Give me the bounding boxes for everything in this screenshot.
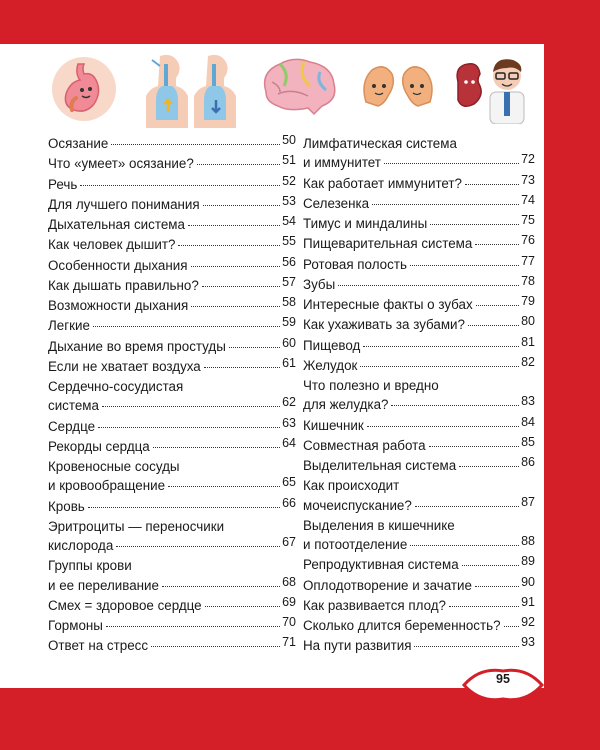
toc-entry (303, 356, 535, 376)
toc-entry-page: 65 (282, 475, 296, 490)
dot-leader (462, 565, 519, 566)
toc-entry-line (48, 476, 296, 496)
toc-entry-title: и ее переливание (48, 577, 159, 593)
toc-entry-page: 63 (282, 415, 296, 430)
dot-leader (465, 184, 519, 185)
toc-entry-title: Репродуктивная система (303, 557, 459, 573)
toc-entry-title: Селезенка (303, 195, 370, 211)
toc-entry-title: Если не хватает воздуха (48, 358, 201, 374)
toc-entry-title: система (48, 398, 99, 414)
toc-entry-line (48, 215, 296, 235)
dot-leader (88, 507, 280, 508)
toc-entry-line (303, 636, 535, 656)
dot-leader (98, 427, 280, 428)
toc-entry (303, 174, 535, 194)
toc-entry-line (303, 295, 535, 315)
toc-entry-page: 60 (282, 335, 296, 350)
dot-leader (191, 306, 280, 307)
toc-entry-line (303, 395, 535, 415)
toc-entry-line (303, 616, 535, 636)
kidney-doctor-icon (450, 52, 530, 124)
toc-entry-page: 53 (282, 193, 296, 208)
toc-entry (48, 556, 296, 596)
toc-entry-title: Интересные факты о зубах (303, 297, 473, 312)
toc-entry (48, 195, 296, 215)
dot-leader (80, 185, 280, 186)
dot-leader (429, 446, 520, 447)
toc-entry-title: Выделения в кишечнике (303, 517, 455, 533)
dot-leader (468, 325, 519, 326)
dot-leader (168, 486, 280, 487)
toc-entry-page: 64 (282, 435, 296, 450)
toc-entry-title: На пути развития (303, 638, 412, 654)
toc-entry-line (303, 134, 535, 153)
red-frame-top (0, 0, 600, 44)
toc-entry-page: 50 (282, 133, 296, 147)
toc-entry-title: Как ухаживать за зубами? (303, 317, 465, 333)
toc-entry (303, 255, 535, 275)
toc-entry-title: Как происходит (303, 478, 400, 494)
toc-entry-page: 66 (282, 495, 296, 510)
toc-entry (48, 235, 296, 255)
dot-leader (106, 626, 280, 627)
toc-entry-line (48, 276, 296, 296)
toc-entry-line (48, 175, 296, 195)
toc-left-column (48, 134, 296, 657)
toc-entry-line (48, 616, 296, 636)
toc-entry (48, 517, 296, 557)
toc-entry-title: Что «умеет» осязание? (48, 156, 194, 172)
toc-entry (48, 276, 296, 296)
dot-leader (459, 466, 519, 467)
toc-entry-title: Что полезно и вредно (303, 378, 439, 393)
toc-entry-page: 84 (521, 414, 535, 429)
toc-entry-title: Сколько длится беременность? (303, 618, 501, 633)
toc-entry-title: Дыхательная система (48, 217, 185, 232)
dot-leader (229, 347, 280, 348)
toc-entry (48, 215, 296, 235)
dot-leader (410, 545, 519, 546)
toc-entry-title: и иммунитет (303, 155, 381, 171)
toc-entry-title: Оплодотворение и зачатие (303, 577, 472, 593)
toc-entry (303, 555, 535, 575)
toc-entry-line (303, 234, 535, 254)
dot-leader (116, 546, 280, 547)
toc-entry (48, 636, 296, 656)
toc-entry (303, 436, 535, 456)
toc-entry-page: 56 (282, 254, 296, 269)
toc-entry-line (48, 134, 296, 154)
breathing-body-icon (146, 52, 188, 128)
dot-leader (153, 447, 280, 448)
toc-entry-line (48, 316, 296, 336)
toc-entry-line (303, 275, 535, 295)
toc-entry-line (48, 457, 296, 476)
toc-entry-title: Эритроциты — переносчики (48, 518, 225, 534)
toc-entry-line (48, 337, 296, 357)
dot-leader (475, 586, 519, 587)
toc-entry (303, 275, 535, 295)
dot-leader (191, 266, 281, 267)
toc-entry-page: 75 (521, 213, 535, 227)
toc-entry-page: 57 (282, 274, 296, 289)
toc-entry (48, 175, 296, 195)
toc-entry-title: Возможности дыхания (48, 298, 189, 313)
toc-entry-page: 86 (521, 455, 535, 469)
dot-leader (93, 326, 280, 327)
toc-entry (303, 376, 535, 416)
brain-illustration-icon (258, 58, 340, 118)
toc-entry (48, 154, 296, 174)
toc-entry-title: и кровообращение (48, 478, 166, 494)
toc-entry (303, 576, 535, 596)
toc-entry-line (48, 437, 296, 457)
toc-entry-page: 93 (521, 635, 535, 650)
toc-entry-line (303, 336, 535, 356)
toc-entry-line (48, 357, 296, 377)
dot-leader (203, 205, 280, 206)
toc-entry (48, 497, 296, 517)
toc-entry (48, 417, 296, 437)
toc-entry-line (303, 214, 535, 234)
toc-entry (48, 457, 296, 497)
dot-leader (476, 305, 519, 306)
dot-leader (367, 426, 519, 427)
dot-leader (360, 366, 519, 367)
toc-entry-line (48, 396, 296, 416)
dot-leader (414, 646, 519, 647)
toc-entry (48, 337, 296, 357)
toc-entry-title: Кишечник (303, 417, 364, 433)
toc-entry (48, 316, 296, 336)
toc-entry-page: 74 (521, 192, 535, 207)
toc-entry-page: 69 (282, 594, 296, 609)
toc-entry-title: Кровеносные сосуды (48, 459, 180, 474)
toc-entry-line (303, 596, 535, 616)
toc-entry-line (303, 174, 535, 194)
dot-leader (202, 286, 280, 287)
toc-right-column (303, 134, 535, 657)
toc-entry (303, 596, 535, 616)
toc-entry-line (48, 417, 296, 437)
toc-entry-title: Совместная работа (303, 437, 426, 453)
toc-entry-page: 89 (521, 554, 535, 569)
toc-entry (303, 315, 535, 335)
dot-leader (111, 144, 280, 145)
toc-entry-page: 62 (282, 395, 296, 410)
toc-entry-title: Речь (48, 176, 78, 192)
toc-entry-page: 77 (521, 253, 535, 268)
toc-entry-line (48, 556, 296, 575)
toc-entry-page: 87 (521, 494, 535, 509)
toc-entry (303, 456, 535, 476)
toc-entry-page: 67 (282, 535, 296, 549)
toc-entry-page: 71 (282, 635, 296, 650)
toc-entry-line (303, 535, 535, 555)
toc-entry-page: 68 (282, 574, 296, 589)
toc-entry-line (303, 436, 535, 456)
toc-entry-page: 52 (282, 173, 296, 188)
red-frame-right (544, 0, 600, 750)
content-area (0, 44, 544, 688)
toc-entry (303, 234, 535, 254)
toc-entry-title: Для лучшего понимания (48, 196, 200, 212)
toc-entry-title: Кровь (48, 498, 85, 514)
toc-entry-page: 83 (521, 394, 535, 409)
toc-entry (303, 336, 535, 356)
toc-entry-line (303, 576, 535, 596)
toc-entry (48, 596, 296, 616)
toc-entry-line (48, 517, 296, 536)
toc-entry (303, 214, 535, 234)
dot-leader (205, 606, 280, 607)
toc-entry (303, 636, 535, 656)
toc-entry-line (303, 496, 535, 516)
dot-leader (188, 225, 280, 226)
toc-entry-title: Рекорды сердца (48, 438, 150, 454)
toc-entry (303, 134, 535, 174)
dot-leader (151, 646, 280, 647)
toc-entry-title: Ротовая полость (303, 256, 407, 272)
toc-entry-page: 72 (521, 152, 535, 167)
dot-leader (338, 285, 519, 286)
dot-leader (197, 164, 280, 165)
toc-entry-line (48, 536, 296, 556)
toc-entry-page: 54 (282, 214, 296, 228)
dot-leader (384, 163, 519, 164)
toc-entry-page: 79 (521, 294, 535, 308)
toc-entry-title: для желудка? (303, 397, 389, 413)
toc-entry-page: 85 (521, 434, 535, 449)
toc-entry-page: 88 (521, 534, 535, 548)
dot-leader (475, 244, 519, 245)
toc-entry-line (48, 296, 296, 316)
toc-entry-title: и потоотделение (303, 537, 408, 552)
toc-entry-line (48, 596, 296, 616)
toc-entry-line (48, 636, 296, 656)
toc-entry (48, 616, 296, 636)
toc-entry-line (48, 576, 296, 596)
toc-entry-line (48, 235, 296, 255)
toc-entry-line (303, 153, 535, 173)
toc-entry-title: Пищевод (303, 337, 361, 353)
toc-entry-title: Дыхание во время простуды (48, 338, 226, 354)
toc-entry-page: 81 (521, 334, 535, 349)
stomach-illustration-icon (50, 56, 118, 122)
dot-leader (391, 405, 519, 406)
toc-entry-page: 58 (282, 295, 296, 309)
toc-entry-page: 82 (521, 354, 535, 369)
toc-entry (303, 476, 535, 516)
toc-entry (48, 377, 296, 417)
toc-entry-line (48, 154, 296, 174)
dot-leader (178, 245, 280, 246)
toc-entry-title: Тимус и миндалины (303, 216, 428, 231)
dot-leader (204, 367, 280, 368)
toc-entry-title: Ответ на стресс (48, 638, 149, 654)
dot-leader (162, 586, 280, 587)
toc-entry-title: Как работает иммунитет? (303, 175, 463, 191)
dot-leader (410, 265, 519, 266)
toc-entry-page: 70 (282, 615, 296, 629)
toc-entry-title: Гормоны (48, 618, 103, 633)
toc-entry-line (303, 416, 535, 436)
dot-leader (449, 606, 519, 607)
toc-entry-page: 59 (282, 315, 296, 330)
dot-leader (504, 626, 520, 627)
toc-entry-title: Группы крови (48, 558, 132, 574)
toc-entry-page: 55 (282, 234, 296, 249)
toc-entry-title: Сердце (48, 418, 96, 434)
toc-entry-title: Легкие (48, 318, 90, 334)
dot-leader (415, 506, 519, 507)
toc-entry-title: кислорода (48, 538, 114, 553)
toc-entry-line (303, 376, 535, 395)
toc-entry (303, 295, 535, 315)
dot-leader (363, 346, 519, 347)
dot-leader (372, 204, 519, 205)
toc-entry (303, 616, 535, 636)
toc-entry-line (303, 356, 535, 376)
breathing-body-icon (194, 52, 236, 128)
toc-entry (48, 134, 296, 154)
toc-entry-title: мочеиспускание? (303, 497, 412, 513)
toc-entry-title: Сердечно-сосудистая (48, 379, 184, 394)
toc-entry-line (303, 456, 535, 476)
toc-entry-title: Осязание (48, 136, 109, 151)
toc-entry-page: 91 (521, 594, 535, 609)
toc-entry-line (48, 377, 296, 396)
toc-entry (48, 296, 296, 316)
page-number: 95 (496, 672, 510, 686)
toc-entry (48, 256, 296, 276)
toc-entry-line (303, 555, 535, 575)
toc-entry-line (303, 255, 535, 275)
toc-entry-line (303, 516, 535, 535)
toc-entry-title: Как человек дышит? (48, 237, 176, 253)
toc-entry-title: Лимфатическая система (303, 136, 457, 151)
dot-leader (430, 224, 519, 225)
toc-entry-title: Особенности дыхания (48, 257, 188, 273)
toc-entry-line (48, 256, 296, 276)
toc-entry-page: 80 (521, 314, 535, 329)
toc-entry-title: Как развивается плод? (303, 597, 446, 613)
toc-entry (48, 437, 296, 457)
toc-entry-line (48, 195, 296, 215)
toc-entry-page: 73 (521, 172, 535, 187)
toc-entry-line (48, 497, 296, 517)
toc-entry-title: Желудок (303, 357, 358, 373)
toc-entry-line (303, 476, 535, 495)
dot-leader (102, 406, 280, 407)
toc-entry-line (303, 315, 535, 335)
toc-entry-page: 76 (521, 233, 535, 248)
toc-entry-page: 51 (282, 153, 296, 168)
ears-characters-icon (358, 62, 438, 116)
toc-entry-title: Выделительная система (303, 458, 457, 473)
toc-entry-page: 90 (521, 574, 535, 589)
toc-entry-title: Смех = здоровое сердце (48, 597, 202, 613)
toc-entry (303, 516, 535, 556)
toc-entry-title: Зубы (303, 276, 336, 292)
toc-entry-page: 78 (521, 273, 535, 288)
toc-entry-title: Как дышать правильно? (48, 277, 199, 293)
toc-entry (303, 194, 535, 214)
toc-entry-title: Пищеварительная система (303, 236, 473, 252)
toc-entry (48, 357, 296, 377)
toc-entry-page: 61 (282, 355, 296, 370)
toc-entry-line (303, 194, 535, 214)
toc-entry (303, 416, 535, 436)
toc-entry-page: 92 (521, 615, 535, 629)
